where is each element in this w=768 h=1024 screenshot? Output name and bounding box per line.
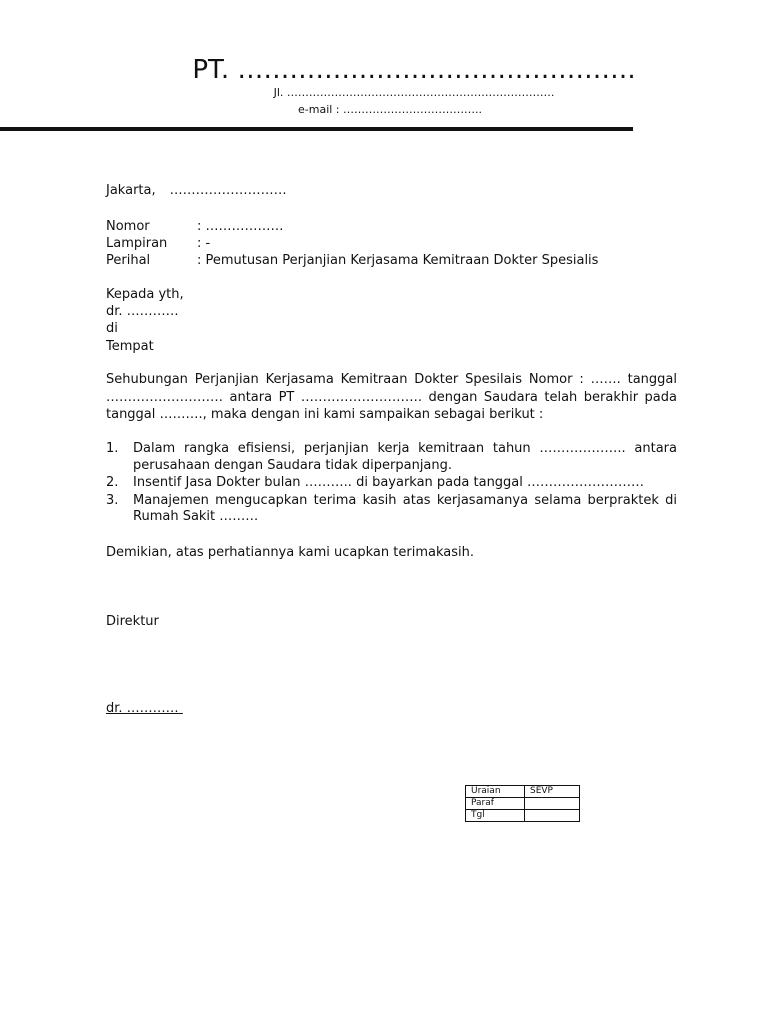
table-row xyxy=(466,786,580,798)
meta-row-lampiran xyxy=(106,235,210,252)
list-item xyxy=(106,441,677,474)
table-cell xyxy=(525,810,580,822)
signature-title: Direktur xyxy=(106,614,159,629)
list-number: 3. xyxy=(106,492,119,508)
list-item xyxy=(106,493,677,526)
meta-row-perihal xyxy=(106,252,598,269)
date-line xyxy=(106,182,287,199)
signature-name-text: dr. ………… xyxy=(106,701,179,716)
recipient-line: Kepada yth, xyxy=(106,287,184,302)
table-cell xyxy=(525,798,580,810)
closing-text: Demikian, atas perhatiannya kami ucapkan terimakasih. xyxy=(106,545,474,560)
table-row xyxy=(466,798,580,810)
list-text: Insentif Jasa Dokter bulan ……….. di bayarkan pada tanggal ……………………… xyxy=(133,475,645,490)
list-text: Manajemen mengucapkan terima kasih atas kerjasamanya selama berpraktek di Rumah Sakit ……… xyxy=(133,492,677,524)
recipient-line: di xyxy=(106,321,118,336)
meta-row-nomor xyxy=(106,218,284,235)
table-cell: Uraian xyxy=(466,786,525,798)
points-list xyxy=(106,441,677,527)
approval-table xyxy=(465,785,580,822)
meta-label: Nomor xyxy=(106,219,150,234)
meta-label: Perihal xyxy=(106,253,151,268)
list-text: Dalam rangka efisiensi, perjanjian kerja kemitraan tahun ……………….. antara perusahaan dengan Saudara tidak diperpanjang. xyxy=(133,441,677,473)
date-city: Jakarta, xyxy=(106,183,156,198)
meta-value: : - xyxy=(197,236,211,251)
table-cell: Paraf xyxy=(466,798,525,810)
table-cell: SEVP xyxy=(525,786,580,798)
intro-paragraph: Sehubungan Perjanjian Kerjasama Kemitraan Dokter Spesilais Nomor : ……. tanggal ……………………… antara PT ………………………. dengan Saudara telah berakhir pada tanggal ………., maka dengan ini kami sampaikan sebagai berikut : xyxy=(106,372,677,422)
letterhead-divider xyxy=(0,127,633,131)
table-row xyxy=(466,810,580,822)
signature-name xyxy=(106,700,183,717)
list-number: 1. xyxy=(106,441,119,456)
table-cell: Tgl xyxy=(466,810,525,822)
recipient-line: Tempat xyxy=(106,339,154,354)
recipient-line: dr. ………… xyxy=(106,304,179,319)
meta-value: : Pemutusan Perjanjian Kerjasama Kemitraan Dokter Spesialis xyxy=(197,253,599,268)
company-email: e-mail : ……………………………….. xyxy=(298,103,482,116)
list-item xyxy=(106,475,677,492)
meta-label: Lampiran xyxy=(106,236,168,251)
date-value: ……………………… xyxy=(169,183,287,198)
meta-value: : ……………… xyxy=(197,219,284,234)
company-address: Jl. ………………………………………………………………. xyxy=(273,86,555,99)
list-number: 2. xyxy=(106,475,119,490)
company-name: PT. ………………………………………. xyxy=(192,55,636,85)
